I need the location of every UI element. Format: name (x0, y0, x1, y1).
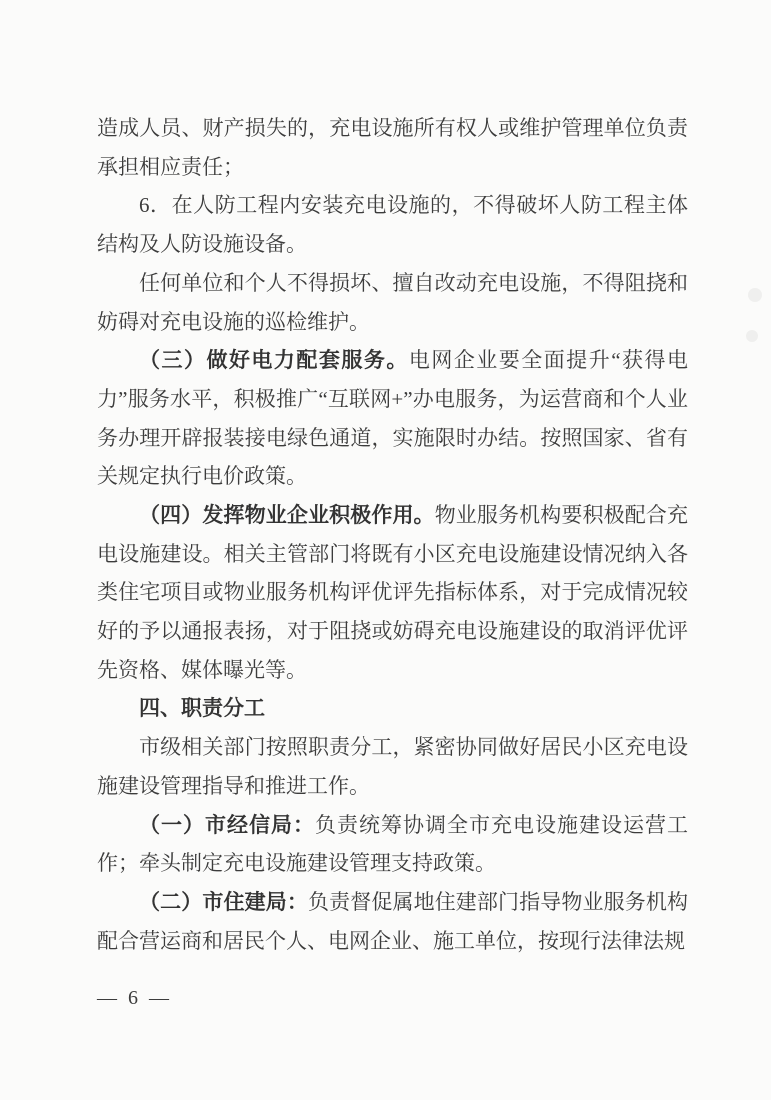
paragraph-item-6-civil-defense (97, 186, 688, 263)
paragraph-lead: （四）发挥物业企业积极作用。 (139, 503, 435, 528)
section-heading-duties (97, 690, 688, 729)
paragraph-power-supply-services (97, 341, 688, 496)
heading-text: 四、职责分工 (139, 696, 265, 720)
paragraph-lead: （三）做好电力配套服务。 (139, 348, 409, 373)
paragraph-lead: （一）市经信局： (139, 812, 315, 837)
scan-artifact (746, 330, 758, 342)
paragraph-lead: （二）市住建局： (139, 890, 308, 915)
document-body (97, 109, 688, 960)
paragraph-no-damage-rule (97, 264, 688, 341)
paragraph-text: 6．在人防工程内安装充电设施的，不得破坏人防工程主体结构及人防设施设备。 (97, 193, 688, 257)
paragraph-duties-intro (97, 728, 688, 805)
paragraph-housing-bureau (97, 883, 688, 960)
paragraph-text: 负责统筹协调全市充电设施建设运营工作；牵头制定充电设施建设管理支持政策。 (97, 812, 688, 876)
page-number: — 6 — (97, 987, 172, 1009)
paragraph-liability-continued (97, 109, 688, 186)
paragraph-text: 任何单位和个人不得损坏、擅自改动充电设施，不得阻挠和妨碍对充电设施的巡检维护。 (97, 270, 688, 334)
paragraph-property-company-role (97, 496, 688, 690)
paragraph-text: 市级相关部门按照职责分工，紧密协同做好居民小区充电设施建设管理指导和推进工作。 (97, 735, 688, 798)
paragraph-text: 电网企业要全面提升“获得电力”服务水平，积极推广“互联网+”办电服务，为运营商和个人业务办理开辟报装接电绿色通道，实施限时办结。按照国家、省有关规定执行电价政策。 (97, 348, 688, 489)
scan-artifact (748, 288, 762, 302)
paragraph-text: 物业服务机构要积极配合充电设施建设。相关主管部门将既有小区充电设施建设情况纳入各类住宅项目或物业服务机构评优评先指标体系，对于完成情况较好的予以通报表扬，对于阻挠或妨碍充电设施建设的取消评优评先资格、媒体曝光等。 (97, 503, 689, 682)
paragraph-economic-info-bureau (97, 806, 688, 883)
paragraph-text: 负责督促属地住建部门指导物业服务机构配合营运商和居民个人、电网企业、施工单位，按现行法律法规 (97, 890, 689, 953)
paragraph-text: 造成人员、财产损失的，充电设施所有权人或维护管理单位负责承担相应责任； (97, 116, 688, 179)
